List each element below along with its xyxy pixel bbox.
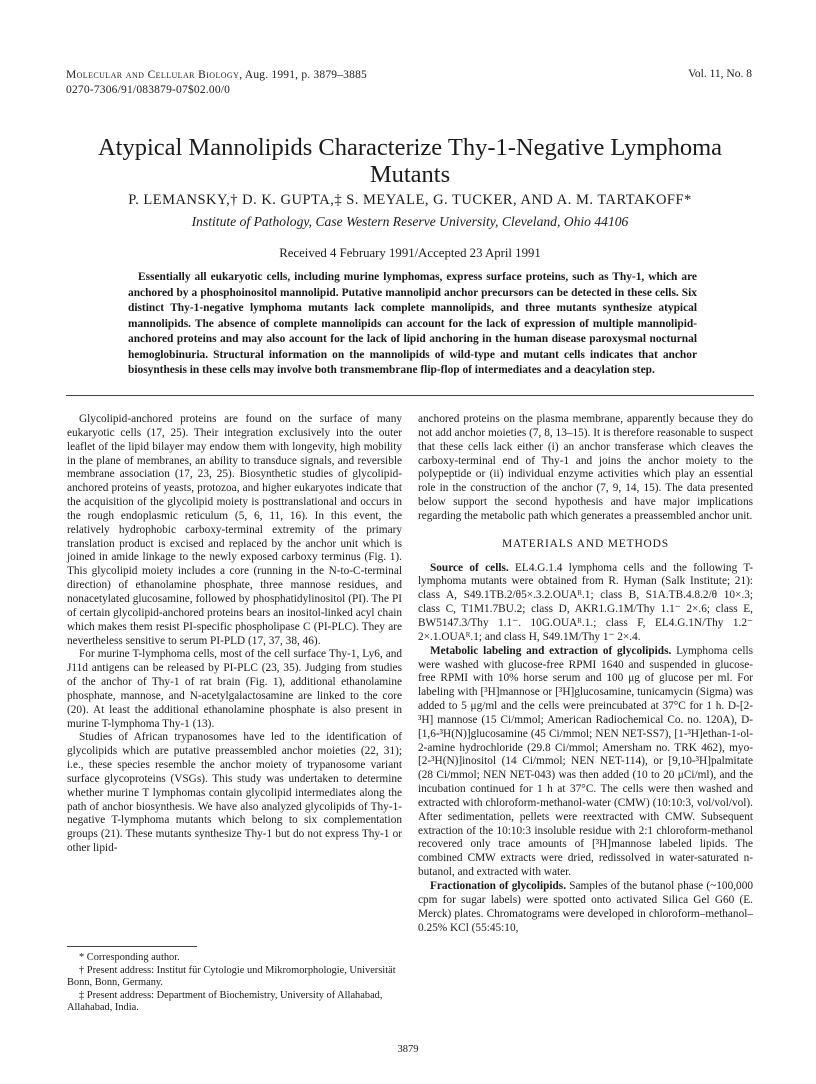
section-heading: MATERIALS AND METHODS bbox=[502, 537, 669, 550]
footnote-double-dagger: ‡ Present address: Department of Biochemistry, University of Allahabad, Allahabad, India. bbox=[67, 989, 383, 1014]
paragraph: Metabolic labeling and extraction of glycolipids. Lymphoma cells were washed with glucose-free RPMI 1640 and suspended in glucose-free RPMI with 10% horse serum and 100 μg of glucose per ml. For labeling with [³H]mannose or [³H]glucosamine, tunicamycin (Sigma) was added to 5 μg/ml and the cells were preincubated at 37°C for 1 h. D-[2-³H] mannose (15 Ci/mmol; American Radiochemical Co. no. 120A), D-[1,6-³H(N)]glucosamine (45 Ci/mmol; NEN NET-SS7), [1-³H]ethan-1-ol-2-amine hydrochloride (29.8 Ci/mmol; Amersham no. TRK 462), myo-[2-³H(N)]inositol (14 Ci/mmol; NEN NET-114), or [9,10-³H]palmitate (28 Ci/mmol; NEN NET-043) was then added (10 to 20 μCi/ml), and the incubation continued for 1 h at 37°C. The cells were then washed and extracted with chloroform-methanol-water (CMW) (10:10:3, vol/vol/vol). After sedimentation, pellets were reextracted with CMW. Subsequent extraction of the 10:10:3 insoluble residue with 2:1 chloroform-methanol recovered only trace amounts of [³H]mannose labeled lipids. The combined CMW extracts were dried, redissolved in water-saturated n-butanol, and extracted with water. bbox=[418, 644, 753, 879]
footnote-dagger: † Present address: Institut für Cytologie und Mikromorphologie, Universität Bonn, Bonn, Germany. bbox=[67, 964, 396, 989]
journal-name: Molecular and Cellular Biology bbox=[66, 69, 240, 81]
abstract: Essentially all eukaryotic cells, including murine lymphomas, express surface proteins, such as Thy-1, which are anchored by a phosphoinositol mannolipid. Putative mannolipid anchor precursors can be detected in these cells. Six distinct Thy-1-negative lymphoma mutants lack complete mannolipids, and three mutants synthesize atypical mannolipids. The absence of complete mannolipids can account for the lack of expression of multiple mannolipid-anchored proteins and may also account for the lack of lipid anchoring in the human disease paroxysmal nocturnal hemoglobinuria. Structural information on the mannolipids of wild-type and mutant cells indicates that anchor biosynthesis in these cells may involve both transmembrane flip-flop of intermediates and a deacylation step. bbox=[128, 271, 697, 376]
paragraph: Source of cells. EL4.G.1.4 lymphoma cells and the following T-lymphoma mutants were obtained from R. Hyman (Salk Institute; 21): class A, S49.1TB.2/θ5×.3.2.OUAᴿ.1; class B, S1A.TB.4.8.2/θ 10×.3; class C, T1M1.7BU.2; class D, AKR1.G.1M/Thy 1.1⁻ 2×.6; class E, BW5147.3/Thy 1.1⁻. 10G.OUAᴿ.1.; class F, EL4.G.1N/Thy 1.2⁻ 2×.1.OUAᴿ.1; and class H, S49.1M/Thy 1⁻ 2×.4. bbox=[418, 561, 753, 643]
received-dates: Received 4 February 1991/Accepted 23 April 1991 bbox=[279, 246, 541, 260]
issue-info: , Aug. 1991, p. 3879–3885 bbox=[239, 69, 367, 81]
footnote-corresponding: * Corresponding author. bbox=[79, 952, 180, 963]
footnotes bbox=[67, 952, 402, 1015]
article-code: 0270-7306/91/083879-07$02.00/0 bbox=[66, 84, 231, 96]
paragraph: anchored proteins on the plasma membrane, apparently because they do not add anchor moieties (7, 8, 13–15). It is therefore reasonable to suspect that these cells lack either (i) an anchor transferase which cleaves the carboxy-terminal end of Thy-1 and joins the anchor moiety to the polypeptide or (ii) individual enzyme activities which play an essential role in the construction of the anchor (7, 9, 14, 15). The data presented below support the second hypothesis and have major implications regarding the metabolic path which generates a preassembled anchor unit. bbox=[418, 413, 753, 522]
running-header-left bbox=[66, 68, 367, 98]
volume-info: Vol. 11, No. 8 bbox=[688, 68, 752, 80]
abstract-divider bbox=[66, 395, 754, 396]
author-list: P. LEMANSKY,† D. K. GUPTA,‡ S. MEYALE, G. TUCKER, AND A. M. TARTAKOFF* bbox=[128, 192, 692, 208]
article-title: Atypical Mannolipids Characterize Thy-1-Negative Lymphoma Mutants bbox=[97, 134, 723, 188]
run-in-heading: Source of cells. bbox=[430, 561, 509, 574]
page-number: 3879 bbox=[397, 1044, 419, 1055]
footnote-divider bbox=[67, 946, 197, 947]
affiliation: Institute of Pathology, Case Western Reserve University, Cleveland, Ohio 44106 bbox=[191, 214, 629, 229]
paragraph: For murine T-lymphoma cells, most of the cell surface Thy-1, Ly6, and J11d antigens can be released by PI-PLC (23, 35). Judging from studies of the anchor of Thy-1 of rat brain (Fig. 1), additional ethanolamine phosphate, mannose, and N-acetylgalactosamine are linked to the core (20). At least the additional ethanolamine phosphate is also present in murine T-lymphoma Thy-1 (13). bbox=[67, 648, 402, 730]
right-column bbox=[418, 413, 753, 935]
paragraph: Studies of African trypanosomes have led to the identification of glycolipids which are putative preassembled anchor moieties (22, 31); i.e., these species resemble the anchor moiety of trypanosome variant surface glycoproteins (VSGs). This study was undertaken to determine whether murine T lymphomas contain glycolipid intermediates along the path of anchor biosynthesis. We have also analyzed glycolipids of Thy-1-negative T-lymphoma mutants which belong to six complementation groups (21). These mutants synthesize Thy-1 but do not express Thy-1 or other lipid- bbox=[67, 731, 402, 855]
left-column bbox=[67, 413, 402, 856]
paragraph: Glycolipid-anchored proteins are found on the surface of many eukaryotic cells (17, 25). Their integration exclusively into the outer leaflet of the lipid bilayer may endow them with longevity, high mobility in the plane of membranes, an ability to transduce signals, and reversible membrane association (17, 23, 25). Biosynthetic studies of glycolipid-anchored proteins of yeasts, protozoa, and higher eukaryotes indicate that the acquisition of the glycolipid moiety is posttranslational and occurs in the rough endoplasmic reticulum (5, 6, 11, 16). In this event, the relatively hydrophobic carboxy-terminal extremity of the primary translation product is excised and replaced by the anchor unit which is joined in amide linkage to the newly exposed carboxy terminus (Fig. 1). This glycolipid moiety includes a core (running in the N-to-C-terminal direction) of ethanolamine phosphate, three mannose residues, and nonacetylated glucosamine, followed by phosphatidylinositol (PI). The PI of certain glycolipid-anchored proteins bears an inositol-linked acyl chain which makes them resist PI-specific phospholipase C (PI-PLC). They are nevertheless sensitive to serum PI-PLD (17, 37, 38, 46). bbox=[67, 413, 402, 647]
run-in-heading: Metabolic labeling and extraction of glycolipids. bbox=[430, 644, 672, 657]
run-in-heading: Fractionation of glycolipids. bbox=[430, 880, 567, 892]
paragraph: Fractionation of glycolipids. Samples of the butanol phase (~100,000 cpm for sugar labels) were spotted onto activated Silica Gel G60 (E. Merck) plates. Chromatograms were developed in chloroform–methanol–0.25% KCl (55:45:10, bbox=[418, 880, 753, 934]
